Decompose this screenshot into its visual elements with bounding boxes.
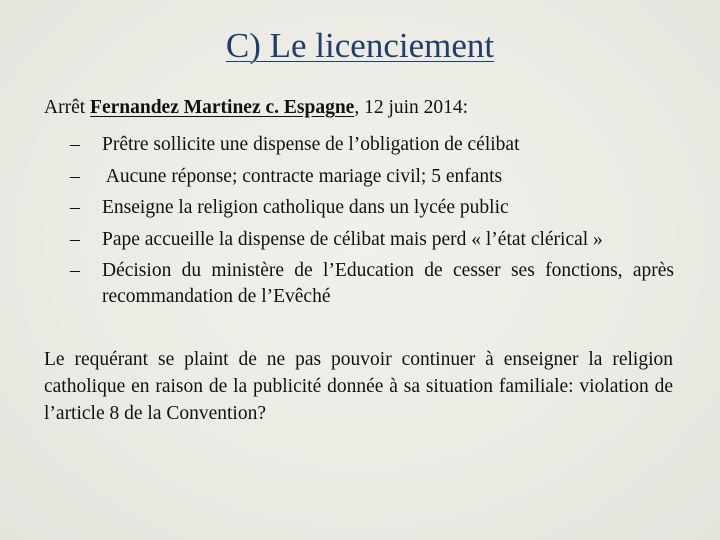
list-item: [70, 132, 674, 158]
dash-bullet: –: [70, 260, 80, 281]
dash-bullet: –: [70, 165, 80, 187]
list-item-text: Aucune réponse; contracte mariage civil; 5 enfants: [102, 165, 503, 187]
case-name: Fernandez Martinez c. Espagne: [90, 97, 355, 118]
complaint-paragraph: Le requérant se plaint de ne pas pouvoir continuer à enseigner la religion catholique en raison de la publicité donnée à sa situation familiale: violation de l’article 8 de la Convention?: [44, 349, 673, 424]
list-item: [70, 164, 674, 190]
dash-bullet: –: [70, 228, 80, 250]
list-item-text: Prêtre sollicite une dispense de l’obligation de célibat: [102, 134, 520, 155]
case-intro: [44, 95, 674, 121]
slide-title: [0, 24, 720, 68]
list-item: [70, 195, 674, 221]
list-item: [70, 227, 674, 253]
slide-title-text: C) Le licenciement: [225, 26, 495, 65]
dash-bullet: –: [70, 134, 80, 155]
intro-prefix: Arrêt: [44, 97, 91, 118]
facts-list: [70, 132, 674, 316]
list-item-text: Enseigne la religion catholique dans un lycée public: [102, 197, 509, 218]
dash-bullet: –: [70, 197, 80, 218]
intro-suffix: , 12 juin 2014:: [354, 97, 469, 118]
list-item: [70, 258, 674, 310]
list-item-text: Décision du ministère de l’Education de cesser ses fonctions, après recommandation de l’Evêché: [102, 260, 674, 307]
list-item-text: Pape accueille la dispense de célibat mais perd « l’état clérical »: [102, 228, 603, 250]
